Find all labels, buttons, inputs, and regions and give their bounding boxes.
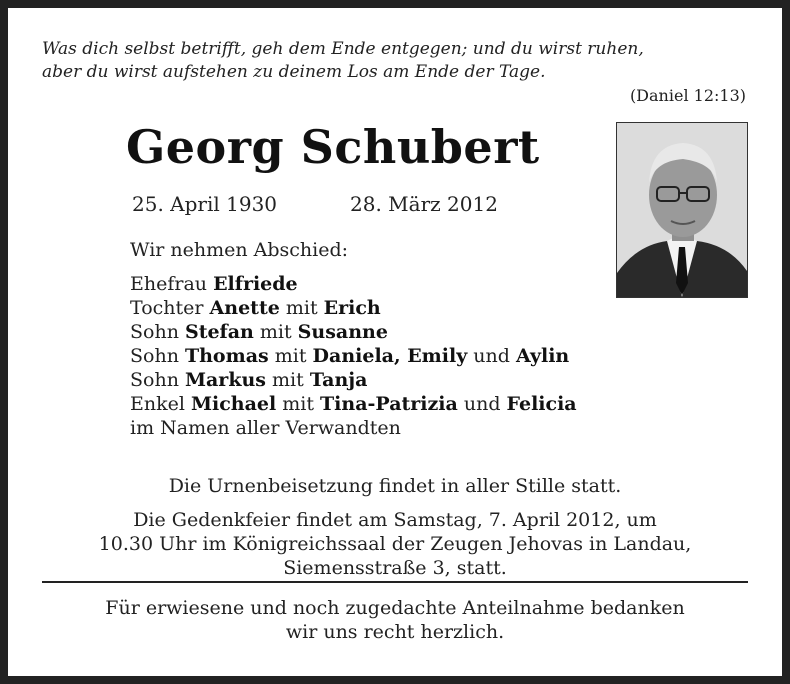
relation: Sohn (130, 369, 185, 391)
mourner-line-2 (130, 296, 381, 320)
connector: mit (279, 297, 324, 319)
mourner-line-4 (130, 344, 569, 368)
relation: Ehefrau (130, 273, 214, 295)
connector: und (467, 345, 516, 367)
verse-line-2: aber du wirst aufstehen zu deinem Los am Ende der Tage. (42, 62, 546, 82)
deceased-name: Georg Schubert (126, 120, 540, 174)
portrait-photo-graphic (617, 123, 747, 297)
urn-burial-text: Die Urnenbeisetzung findet in aller Stille statt. (168, 475, 622, 497)
mourner-name: Thomas (184, 345, 269, 367)
connector: mit (266, 369, 310, 391)
mourner-name: Tanja (309, 369, 368, 391)
relation: Sohn (130, 321, 185, 343)
mourner-name: Markus (184, 369, 266, 391)
thanks-line-2: wir uns recht herzlich. (285, 621, 505, 643)
mourner-line-7: im Namen aller Verwandten (130, 417, 401, 439)
mourner-name: Stefan (184, 321, 254, 343)
death-date: 28. März 2012 (350, 192, 498, 216)
mourner-name: Tina-Patrizia (320, 393, 458, 415)
verse-reference: (Daniel 12:13) (629, 86, 746, 105)
mourner-line-1 (130, 272, 298, 296)
relation: Tochter (130, 297, 210, 319)
mourner-line-6 (130, 392, 577, 416)
memorial-line-3: Siemensstraße 3, statt. (283, 557, 507, 579)
mourner-name: Susanne (297, 321, 388, 343)
mourner-name: Daniela, Emily (312, 345, 468, 367)
mourner-line-3 (130, 320, 388, 344)
relation: Sohn (130, 345, 185, 367)
mourner-line-5 (130, 368, 367, 392)
connector: mit (268, 345, 313, 367)
thanks-line-1: Für erwiesene und noch zugedachte Anteilnahme bedanken (105, 597, 685, 619)
memorial-line-1: Die Gedenkfeier findet am Samstag, 7. April 2012, um (133, 509, 657, 531)
mourner-name: Erich (323, 297, 381, 319)
portrait-photo (616, 122, 748, 298)
mourner-name: Elfriede (213, 273, 298, 295)
mourner-name: Michael (190, 393, 277, 415)
mourner-name: Aylin (515, 345, 570, 367)
birth-date: 25. April 1930 (132, 192, 278, 216)
divider-line (42, 581, 748, 583)
verse-line-1: Was dich selbst betrifft, geh dem Ende entgegen; und du wirst ruhen, (42, 39, 644, 59)
connector: und (457, 393, 507, 415)
connector: mit (253, 321, 298, 343)
memorial-line-2: 10.30 Uhr im Königreichssaal der Zeugen Jehovas in Landau, (98, 533, 692, 555)
mourner-name: Anette (209, 297, 280, 319)
relation: Enkel (130, 393, 191, 415)
farewell-heading: Wir nehmen Abschied: (130, 239, 349, 261)
mourner-name: Felicia (506, 393, 577, 415)
connector: mit (276, 393, 321, 415)
